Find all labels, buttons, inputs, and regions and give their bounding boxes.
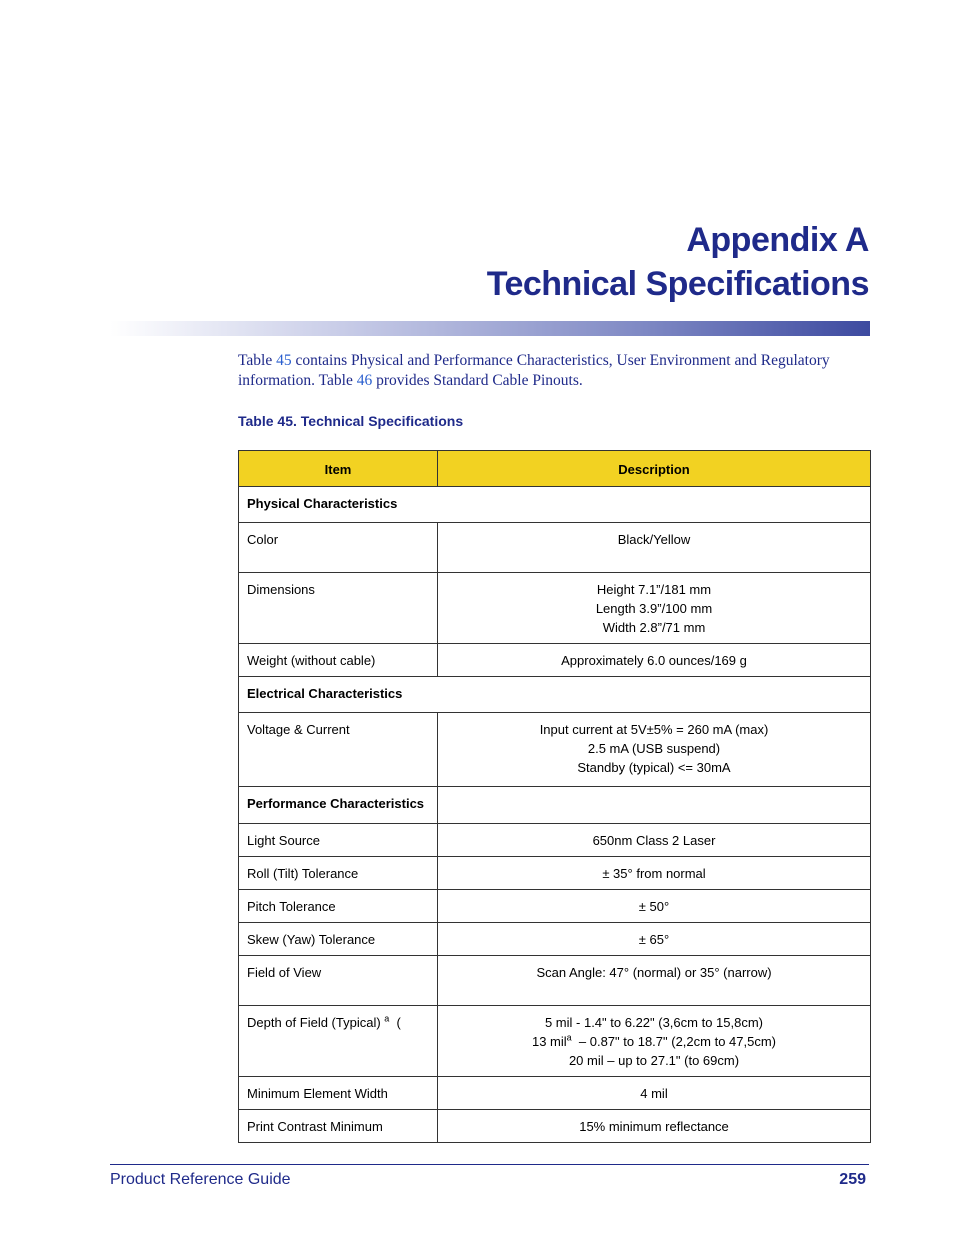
item-cell: Weight (without cable) bbox=[239, 644, 438, 677]
table-row bbox=[239, 1006, 871, 1077]
table-row bbox=[239, 956, 871, 1006]
table-row bbox=[239, 573, 871, 644]
section-physical: Physical Characteristics bbox=[239, 487, 871, 523]
desc-line: Length 3.9”/100 mm bbox=[595, 601, 713, 616]
desc-cell: Black/Yellow bbox=[438, 523, 871, 573]
item-cell: Roll (Tilt) Tolerance bbox=[239, 857, 438, 890]
header-description: Description bbox=[438, 451, 871, 487]
page-title bbox=[487, 218, 869, 306]
item-cell bbox=[239, 1006, 438, 1077]
table-row bbox=[239, 523, 871, 573]
empty-cell bbox=[438, 787, 871, 824]
appendix-title: Technical Specifications bbox=[486, 265, 869, 303]
title-gradient-bar bbox=[110, 321, 870, 336]
desc-line: 2.5 mA (USB suspend) bbox=[587, 741, 721, 756]
desc-cell: 4 mil bbox=[438, 1077, 871, 1110]
section-performance: Performance Characteristics bbox=[239, 787, 438, 824]
desc-cell: Approximately 6.0 ounces/169 g bbox=[438, 644, 871, 677]
desc-line: Standby (typical) <= 30mA bbox=[577, 760, 731, 775]
desc-cell bbox=[438, 1006, 871, 1077]
item-text: ( bbox=[389, 1015, 401, 1030]
table-header-row bbox=[239, 451, 871, 487]
intro-text-2: contains Physical and Performance Characteristics, User Environment and Regulatory information. Table bbox=[238, 352, 830, 389]
item-cell: Voltage & Current bbox=[239, 713, 438, 787]
table-row bbox=[239, 644, 871, 677]
desc-line: Height 7.1”/181 mm bbox=[596, 582, 712, 597]
desc-cell: Scan Angle: 47° (normal) or 35° (narrow) bbox=[438, 956, 871, 1006]
table-row bbox=[239, 1077, 871, 1110]
appendix-label: Appendix A bbox=[686, 221, 869, 259]
desc-cell bbox=[438, 573, 871, 644]
table-row bbox=[239, 923, 871, 956]
desc-cell: ± 65° bbox=[438, 923, 871, 956]
item-cell: Skew (Yaw) Tolerance bbox=[239, 923, 438, 956]
table-row bbox=[239, 857, 871, 890]
item-cell: Color bbox=[239, 523, 438, 573]
section-electrical: Electrical Characteristics bbox=[239, 677, 871, 713]
header-item: Item bbox=[239, 451, 438, 487]
footer-rule bbox=[110, 1164, 869, 1165]
table-row bbox=[239, 713, 871, 787]
desc-line bbox=[446, 1032, 862, 1051]
footnote-marker: a bbox=[384, 1013, 390, 1024]
desc-line: Input current at 5V±5% = 260 mA (max) bbox=[539, 722, 769, 737]
desc-cell: 15% minimum reflectance bbox=[438, 1110, 871, 1143]
table-row bbox=[239, 890, 871, 923]
desc-line: 5 mil - 1.4" to 6.22" (3,6cm to 15,8cm) bbox=[544, 1015, 764, 1030]
item-cell: Pitch Tolerance bbox=[239, 890, 438, 923]
intro-paragraph bbox=[238, 351, 870, 391]
table-row bbox=[239, 487, 871, 523]
table-row bbox=[239, 787, 871, 824]
footer-guide-title: Product Reference Guide bbox=[110, 1171, 291, 1188]
table-row bbox=[239, 1110, 871, 1143]
table-row bbox=[239, 677, 871, 713]
desc-cell bbox=[438, 713, 871, 787]
intro-text-1: Table bbox=[238, 352, 277, 369]
table-46-link[interactable]: 46 bbox=[356, 372, 373, 389]
table-45-link[interactable]: 45 bbox=[276, 352, 292, 369]
intro-text-3: provides Standard Cable Pinouts. bbox=[372, 372, 583, 389]
item-cell: Field of View bbox=[239, 956, 438, 1006]
desc-line: 20 mil – up to 27.1" (to 69cm) bbox=[568, 1053, 740, 1068]
item-cell: Print Contrast Minimum bbox=[239, 1110, 438, 1143]
desc-cell: 650nm Class 2 Laser bbox=[438, 824, 871, 857]
footnote-marker: a bbox=[566, 1032, 572, 1043]
desc-text: – 0.87" to 18.7" (2,2cm to 47,5cm) bbox=[571, 1034, 777, 1049]
item-cell: Dimensions bbox=[239, 573, 438, 644]
desc-cell: ± 50° bbox=[438, 890, 871, 923]
item-cell: Minimum Element Width bbox=[239, 1077, 438, 1110]
item-cell: Light Source bbox=[239, 824, 438, 857]
desc-text: 13 mil bbox=[531, 1034, 567, 1049]
desc-cell: ± 35° from normal bbox=[438, 857, 871, 890]
item-text: Depth of Field (Typical) bbox=[247, 1015, 385, 1030]
page-number: 259 bbox=[839, 1171, 866, 1188]
table-caption: Table 45. Technical Specifications bbox=[238, 413, 464, 429]
table-row bbox=[239, 824, 871, 857]
desc-line: Width 2.8”/71 mm bbox=[602, 620, 706, 635]
spec-table bbox=[238, 450, 871, 1143]
